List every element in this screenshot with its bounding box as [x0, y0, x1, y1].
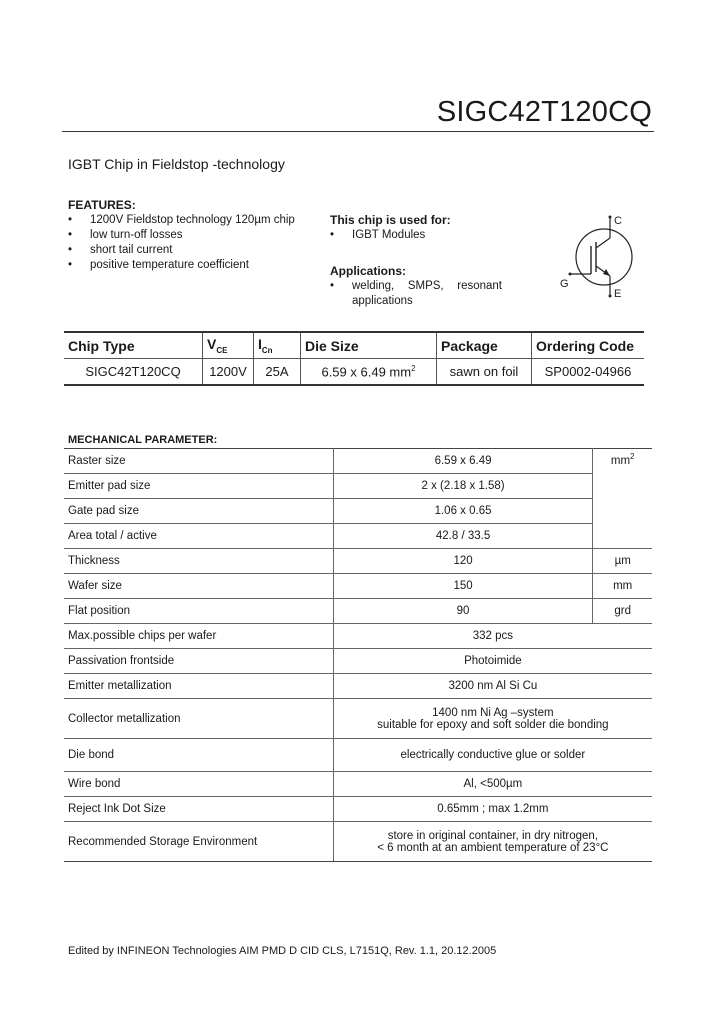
- bullet-icon: •: [68, 214, 73, 226]
- chip-table-row: [64, 359, 644, 386]
- chip-table-header: [64, 332, 644, 359]
- bullet-icon: •: [68, 259, 73, 271]
- table-row: Die bond electrically conductive glue or solder: [64, 739, 652, 772]
- applications-heading: Applications:: [330, 264, 407, 278]
- usage-heading: This chip is used for:: [330, 213, 451, 227]
- header-vce: $V_{CE}$: [203, 332, 254, 359]
- title-divider: [62, 131, 654, 132]
- bullet-icon: •: [68, 229, 73, 241]
- cell-icn: 25A: [254, 359, 301, 386]
- cell-die-size: 6.59 x 6.49 $mm^2$: [301, 359, 437, 386]
- usage-item: • IGBT Modules: [330, 229, 426, 241]
- table-row: Area total / active 42.8 / 33.5: [64, 524, 652, 549]
- bullet-icon: •: [330, 229, 335, 241]
- feature-item: • positive temperature coefficient: [68, 259, 249, 271]
- table-row: Emitter pad size 2 x (2.18 x 1.58): [64, 474, 652, 499]
- cell-chip-type: SIGC42T120CQ: [64, 359, 203, 386]
- table-row: Wafer size 150 mm: [64, 574, 652, 599]
- gate-label: G: [560, 278, 569, 290]
- collector-label: C: [614, 215, 622, 227]
- header-icn: $I_{Cn}$: [254, 332, 301, 359]
- document-title: SIGC42T120CQ: [436, 96, 652, 128]
- cell-package: sawn on foil: [437, 359, 532, 386]
- feature-item: • low turn-off losses: [68, 229, 183, 241]
- emitter-label: E: [614, 288, 622, 300]
- chip-table: [64, 331, 644, 386]
- table-row: Flat position 90 grd: [64, 599, 652, 624]
- application-item: • welding, SMPS, resonant applications: [330, 280, 502, 307]
- header-chip-type: Chip Type: [64, 332, 203, 359]
- table-row: Thickness 120 µm: [64, 549, 652, 574]
- table-row: Recommended Storage Environment store in original container, in dry nitrogen, < 6 month at an ambient temperature of 23°C: [64, 822, 652, 862]
- table-row: Collector metallization 1400 nm Ni Ag –system suitable for epoxy and soft solder die bonding: [64, 699, 652, 739]
- table-row: Max.possible chips per wafer 332 pcs: [64, 624, 652, 649]
- cell-vce: 1200V: [203, 359, 254, 386]
- document-subtitle: IGBT Chip in Fieldstop -technology: [68, 156, 285, 172]
- footer-edition-note: Edited by INFINEON Technologies AIM PMD D CID CLS, L7151Q, Rev. 1.1, 20.12.2005: [68, 945, 497, 957]
- area-unit-cell: $mm^2$: [593, 449, 652, 549]
- cell-ordering-code: SP0002-04966: [532, 359, 645, 386]
- table-row: Raster size 6.59 x 6.49 $mm^2$: [64, 449, 652, 474]
- applications-list: [330, 279, 500, 309]
- mechanical-heading: MECHANICAL PARAMETER:: [68, 434, 218, 446]
- feature-item: • 1200V Fieldstop technology 120µm chip: [68, 214, 295, 226]
- usage-list: [330, 228, 520, 243]
- table-row: Emitter metallization 3200 nm Al Si Cu: [64, 674, 652, 699]
- table-row: Passivation frontside Photoimide: [64, 649, 652, 674]
- feature-item: • short tail current: [68, 244, 173, 256]
- header-ordering-code: Ordering Code: [532, 332, 645, 359]
- igbt-symbol-icon: [548, 212, 638, 302]
- features-list: [68, 213, 328, 273]
- table-row: Gate pad size 1.06 x 0.65: [64, 499, 652, 524]
- header-die-size: Die Size: [301, 332, 437, 359]
- mechanical-table: [64, 448, 652, 862]
- bullet-icon: •: [68, 244, 73, 256]
- features-heading: FEATURES:: [68, 198, 136, 212]
- header-package: Package: [437, 332, 532, 359]
- table-row: Wire bond Al, <500µm: [64, 772, 652, 797]
- table-row: Reject Ink Dot Size 0.65mm ; max 1.2mm: [64, 797, 652, 822]
- bullet-icon: •: [330, 280, 335, 292]
